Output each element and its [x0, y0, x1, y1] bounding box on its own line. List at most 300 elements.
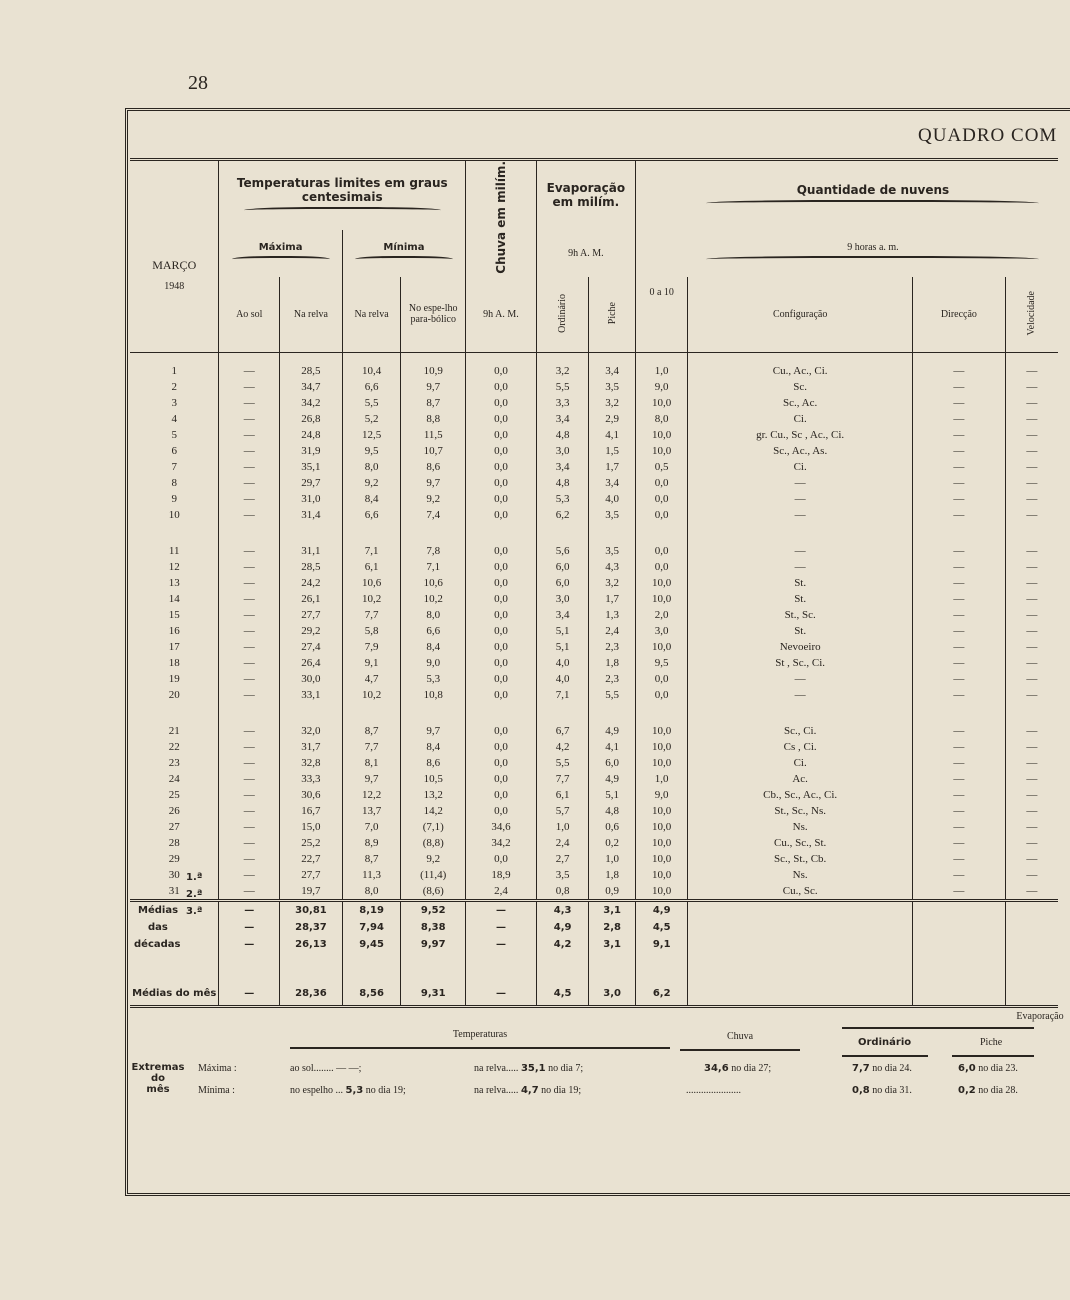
cell-vel: —: [1005, 363, 1058, 379]
chuva-label: Chuva em milím.: [493, 161, 508, 274]
ord-max: [852, 1063, 912, 1074]
cell-chuva: 0,0: [466, 803, 537, 819]
cell-vel: —: [1005, 787, 1058, 803]
cell-min: 8,7: [342, 723, 401, 739]
piche-extremes-heading: Piche: [980, 1037, 1003, 1048]
cell-dir: —: [912, 671, 1005, 687]
cell-min: 8,7: [342, 851, 401, 867]
cell-relva: 27,7: [280, 867, 343, 883]
cell-dir: —: [912, 411, 1005, 427]
cell-sol: —: [219, 687, 280, 703]
cell-esp: 10,6: [401, 575, 466, 591]
decade-cell: 9,1: [635, 936, 688, 953]
cell-cfg: gr. Cu., Sc , Ac., Ci.: [688, 427, 912, 443]
decade-row: [130, 900, 1058, 919]
cell-nuv: 3,0: [635, 623, 688, 639]
cell-esp: 8,0: [401, 607, 466, 623]
cell-cfg: Sc., St., Cb.: [688, 851, 912, 867]
cell-sol: —: [219, 427, 280, 443]
cell-d: 12: [168, 560, 180, 573]
cell-chuva: 0,0: [466, 411, 537, 427]
decade-label-3: [130, 936, 219, 953]
cell-chuva: 0,0: [466, 755, 537, 771]
cell-cfg: Ac.: [688, 771, 912, 787]
cell-sol: —: [219, 755, 280, 771]
table-row: [130, 507, 1058, 523]
cell-relva: 32,0: [280, 723, 343, 739]
decade-cell: 4,5: [635, 919, 688, 936]
cell-esp: 9,7: [401, 475, 466, 491]
cell-chuva: 0,0: [466, 395, 537, 411]
cell-vel: —: [1005, 411, 1058, 427]
cell-piche: 1,5: [589, 443, 636, 459]
cell-chuva: 0,0: [466, 639, 537, 655]
cell-piche: 3,4: [589, 363, 636, 379]
cell-cfg: Nevoeiro: [688, 639, 912, 655]
cell-sol: —: [219, 739, 280, 755]
cell-vel: —: [1005, 771, 1058, 787]
cell-relva: 26,1: [280, 591, 343, 607]
cell-ord: 6,0: [536, 575, 589, 591]
cell-nuv: 0,0: [635, 671, 688, 687]
cell-nuv: 10,0: [635, 851, 688, 867]
table-row: [130, 491, 1058, 507]
cell-d: 3: [171, 396, 177, 409]
cell-esp: 9,0: [401, 655, 466, 671]
cell-relva: 26,4: [280, 655, 343, 671]
cell-cfg: Cs , Ci.: [688, 739, 912, 755]
cell-cfg: Ns.: [688, 867, 912, 883]
cell-sol: —: [219, 443, 280, 459]
piche-min: [958, 1085, 1018, 1096]
cell-nuv: 9,5: [635, 655, 688, 671]
cell-dir: —: [912, 607, 1005, 623]
days-body: [130, 363, 1058, 901]
cell-cfg: Sc., Ac., As.: [688, 443, 912, 459]
decade-cell: 8,19: [342, 900, 401, 919]
cell-piche: 0,2: [589, 835, 636, 851]
cell-esp: 10,9: [401, 363, 466, 379]
velocidade-header: [1005, 277, 1058, 353]
cell-nuv: 0,0: [635, 687, 688, 703]
cell-ord: 4,2: [536, 739, 589, 755]
cell-chuva: 0,0: [466, 507, 537, 523]
cell-dir: —: [912, 363, 1005, 379]
decade-cell: 9,52: [401, 900, 466, 919]
cell-d: 21: [168, 724, 180, 737]
cell-piche: 3,5: [589, 543, 636, 559]
cell-relva: 22,7: [280, 851, 343, 867]
cell-cfg: St., Sc., Ns.: [688, 803, 912, 819]
cell-cfg: Ci.: [688, 411, 912, 427]
cell-min: 9,7: [342, 771, 401, 787]
cell-sol: —: [219, 475, 280, 491]
cell-d: 27: [168, 820, 180, 833]
configuracao-header: Configuração: [688, 277, 912, 353]
cell-dir: —: [912, 835, 1005, 851]
cell-sol: —: [219, 883, 280, 901]
decade-ordinal: 3.ª: [186, 906, 203, 917]
cell-relva: 28,5: [280, 559, 343, 575]
cell-esp: 10,7: [401, 443, 466, 459]
chuva-max-day: no dia 27;: [731, 1063, 772, 1074]
cell-vel: —: [1005, 507, 1058, 523]
cell-vel: —: [1005, 639, 1058, 655]
cell-piche: 4,9: [589, 723, 636, 739]
table-row: [130, 835, 1058, 851]
piche-max-day: no dia 23.: [978, 1063, 1018, 1074]
minima-header: [342, 230, 465, 277]
cell-esp: (11,4): [401, 867, 466, 883]
decade-cell: 4,9: [536, 919, 589, 936]
extremes-label-1: Extremas: [131, 1062, 185, 1073]
cell-nuv: 10,0: [635, 723, 688, 739]
cell-dir: —: [912, 723, 1005, 739]
cell-vel: —: [1005, 607, 1058, 623]
cell-nuv: 0,0: [635, 559, 688, 575]
cell-sol: —: [219, 771, 280, 787]
cell-cfg: Sc., Ac.: [688, 395, 912, 411]
cell-nuv: 8,0: [635, 411, 688, 427]
summary-body: [130, 900, 1058, 1007]
cell-nuv: 9,0: [635, 379, 688, 395]
cell-dir: —: [912, 623, 1005, 639]
cell-dir: —: [912, 543, 1005, 559]
cell-relva: 25,2: [280, 835, 343, 851]
cell-chuva: 18,9: [466, 867, 537, 883]
clouds-group-header: [688, 160, 1058, 230]
cell-esp: 11,5: [401, 427, 466, 443]
table-title: QUADRO COM: [918, 125, 1058, 146]
cell-piche: 3,2: [589, 395, 636, 411]
month-header: [130, 160, 219, 277]
cell-piche: 6,0: [589, 755, 636, 771]
cell-vel: —: [1005, 459, 1058, 475]
cell-vel: —: [1005, 851, 1058, 867]
cell-ord: 2,4: [536, 835, 589, 851]
cell-nuv: 10,0: [635, 755, 688, 771]
cell-chuva: 0,0: [466, 459, 537, 475]
decade-cell: 9,97: [401, 936, 466, 953]
cell-piche: 1,8: [589, 655, 636, 671]
cell-chuva: 0,0: [466, 363, 537, 379]
cell-min: 10,6: [342, 575, 401, 591]
cell-min: 10,2: [342, 687, 401, 703]
cell-esp: 6,6: [401, 623, 466, 639]
cell-min: 7,1: [342, 543, 401, 559]
cell-relva: 33,3: [280, 771, 343, 787]
cell-vel: —: [1005, 427, 1058, 443]
table-row: [130, 591, 1058, 607]
cell-esp: 9,2: [401, 491, 466, 507]
cell-chuva: 0,0: [466, 543, 537, 559]
cell-d: 30: [168, 868, 180, 881]
cell-sol: —: [219, 671, 280, 687]
cell-nuv: 10,0: [635, 575, 688, 591]
cell-esp: 9,2: [401, 851, 466, 867]
cell-cfg: Sc., Ci.: [688, 723, 912, 739]
cell-min: 7,9: [342, 639, 401, 655]
chuva-max: [704, 1063, 771, 1074]
cell-vel: —: [1005, 575, 1058, 591]
cell-vel: —: [1005, 379, 1058, 395]
extremes-label: [130, 1062, 186, 1095]
cell-d: 29: [168, 852, 180, 865]
cell-piche: 4,1: [589, 739, 636, 755]
cell-chuva: 2,4: [466, 883, 537, 901]
table-row: [130, 395, 1058, 411]
cell-ord: 3,3: [536, 395, 589, 411]
piche-min-value: 0,2: [958, 1085, 976, 1096]
cell-vel: —: [1005, 755, 1058, 771]
piche-max-value: 6,0: [958, 1063, 976, 1074]
min-espelho: [290, 1085, 406, 1096]
table-row: [130, 687, 1058, 703]
max-relva-day: no dia 7;: [548, 1063, 584, 1074]
table-row: [130, 755, 1058, 771]
cell-cfg: —: [688, 507, 912, 523]
cell-d: 10: [168, 508, 180, 521]
cell-vel: —: [1005, 475, 1058, 491]
cell-ord: 4,8: [536, 427, 589, 443]
decade-cell: 4,2: [536, 936, 589, 953]
chuva-min: ......................: [686, 1085, 741, 1096]
cell-relva: 33,1: [280, 687, 343, 703]
cell-min: 6,1: [342, 559, 401, 575]
cell-d: 9: [171, 492, 177, 505]
min-relva-day: no dia 19;: [541, 1085, 582, 1096]
cell-dir: —: [912, 491, 1005, 507]
month-mean-cell: 9,31: [401, 983, 466, 1007]
cell-vel: —: [1005, 543, 1058, 559]
cell-ord: 7,1: [536, 687, 589, 703]
cell-cfg: St , Sc., Ci.: [688, 655, 912, 671]
cell-vel: —: [1005, 835, 1058, 851]
cell-chuva: 0,0: [466, 787, 537, 803]
decade-label-2: das: [148, 921, 168, 933]
cell-chuva: 0,0: [466, 723, 537, 739]
cell-d: 4: [171, 412, 177, 425]
cell-ord: 6,0: [536, 559, 589, 575]
cell-d: 16: [168, 624, 180, 637]
cell-min: 11,3: [342, 867, 401, 883]
year-header: 1948: [130, 277, 219, 353]
cell-dir: —: [912, 379, 1005, 395]
cell-cfg: Ci.: [688, 459, 912, 475]
cell-ord: 3,2: [536, 363, 589, 379]
decade-cell: 28,37: [280, 919, 343, 936]
cell-esp: 9,7: [401, 379, 466, 395]
cell-dir: —: [912, 867, 1005, 883]
cell-vel: —: [1005, 803, 1058, 819]
cell-dir: —: [912, 851, 1005, 867]
cell-piche: 4,0: [589, 491, 636, 507]
cell-nuv: 10,0: [635, 639, 688, 655]
table-row: [130, 671, 1058, 687]
decade-cell: —: [219, 919, 280, 936]
cell-d: 22: [168, 740, 180, 753]
chuva-header: [466, 160, 537, 277]
cell-nuv: 0,5: [635, 459, 688, 475]
cell-d: 14: [168, 592, 180, 605]
cell-ord: 3,4: [536, 411, 589, 427]
cell-piche: 1,3: [589, 607, 636, 623]
chuva-max-value: 34,6: [704, 1063, 729, 1074]
cell-chuva: 34,6: [466, 819, 537, 835]
decade-cell: —: [466, 900, 537, 919]
cell-d: 17: [168, 640, 180, 653]
cell-d: 26: [168, 804, 180, 817]
cell-esp: 8,6: [401, 459, 466, 475]
cell-cfg: St.: [688, 623, 912, 639]
cell-d: 2: [171, 380, 177, 393]
cell-dir: —: [912, 771, 1005, 787]
evap-extremes-heading: Evaporação: [1016, 1011, 1064, 1022]
cell-min: 12,5: [342, 427, 401, 443]
table-row: [130, 867, 1058, 883]
cell-piche: 1,7: [589, 459, 636, 475]
min-relva-text: na relva.....: [474, 1085, 519, 1096]
table-row: [130, 363, 1058, 379]
cell-cfg: Cu., Sc.: [688, 883, 912, 901]
decade-cell: 9,45: [342, 936, 401, 953]
table-row: [130, 427, 1058, 443]
cell-dir: —: [912, 443, 1005, 459]
cell-relva: 31,7: [280, 739, 343, 755]
cell-min: 6,6: [342, 507, 401, 523]
cell-piche: 4,8: [589, 803, 636, 819]
cell-cfg: —: [688, 491, 912, 507]
month-mean-row: [130, 983, 1058, 1007]
cell-d: 15: [168, 608, 180, 621]
extremes-label-2: do: [150, 1073, 166, 1084]
cell-sol: —: [219, 607, 280, 623]
cell-min: 8,9: [342, 835, 401, 851]
cell-dir: —: [912, 687, 1005, 703]
cell-sol: —: [219, 867, 280, 883]
direccao-header: Direcção: [912, 277, 1005, 353]
month-mean-cell: —: [466, 983, 537, 1007]
cell-vel: —: [1005, 591, 1058, 607]
cell-min: 10,2: [342, 591, 401, 607]
cell-dir: —: [912, 739, 1005, 755]
cell-chuva: 0,0: [466, 851, 537, 867]
piche-min-day: no dia 28.: [978, 1085, 1018, 1096]
decade-row: [130, 936, 1058, 953]
cell-min: 9,1: [342, 655, 401, 671]
table-row: [130, 543, 1058, 559]
table-row: [130, 655, 1058, 671]
cell-cfg: Ci.: [688, 755, 912, 771]
cell-nuv: 10,0: [635, 443, 688, 459]
cell-nuv: 10,0: [635, 819, 688, 835]
cell-nuv: 2,0: [635, 607, 688, 623]
clouds-scale-header: 0 a 10: [635, 277, 688, 353]
cell-esp: 13,2: [401, 787, 466, 803]
cell-chuva: 0,0: [466, 559, 537, 575]
no-espelho-header: No espe-lho para-bólico: [401, 277, 466, 353]
evap-hour-header: 9h A. M.: [536, 230, 635, 277]
cell-piche: 4,9: [589, 771, 636, 787]
table-row: [130, 607, 1058, 623]
ao-sol-header: Ao sol: [219, 277, 280, 353]
cell-vel: —: [1005, 655, 1058, 671]
cell-chuva: 0,0: [466, 427, 537, 443]
cell-relva: 28,5: [280, 363, 343, 379]
cell-ord: 5,1: [536, 639, 589, 655]
cell-sol: —: [219, 491, 280, 507]
cell-esp: 10,5: [401, 771, 466, 787]
min-relva-value: 4,7: [520, 1085, 539, 1096]
cell-chuva: 0,0: [466, 687, 537, 703]
decade-label-3-text: décadas: [134, 938, 181, 950]
climate-table: [130, 158, 1058, 1008]
cell-piche: 4,1: [589, 427, 636, 443]
cell-cfg: —: [688, 687, 912, 703]
cell-sol: —: [219, 787, 280, 803]
cell-vel: —: [1005, 723, 1058, 739]
month-mean-label: Médias do mês: [130, 983, 219, 1007]
cell-sol: —: [219, 835, 280, 851]
max-sol: ao sol........ — —;: [290, 1063, 362, 1074]
piche-max: [958, 1063, 1018, 1074]
table-row: [130, 739, 1058, 755]
cell-dir: —: [912, 883, 1005, 901]
cell-min: 5,8: [342, 623, 401, 639]
decade-cell: 3,1: [589, 900, 636, 919]
cell-piche: 2,3: [589, 671, 636, 687]
cell-d: 7: [171, 460, 177, 473]
cell-cfg: —: [688, 543, 912, 559]
ord-min: [852, 1085, 912, 1096]
cell-relva: 35,1: [280, 459, 343, 475]
cell-min: 7,7: [342, 607, 401, 623]
cell-chuva: 0,0: [466, 591, 537, 607]
cell-vel: —: [1005, 819, 1058, 835]
table-row: [130, 787, 1058, 803]
cell-nuv: 1,0: [635, 771, 688, 787]
cell-min: 13,7: [342, 803, 401, 819]
cell-chuva: 0,0: [466, 671, 537, 687]
decade-cell: 2,8: [589, 919, 636, 936]
cell-relva: 26,8: [280, 411, 343, 427]
decade-cell: 30,81: [280, 900, 343, 919]
cell-ord: 5,5: [536, 755, 589, 771]
cell-piche: 2,3: [589, 639, 636, 655]
cell-sol: —: [219, 379, 280, 395]
cell-cfg: Cu., Sc., St.: [688, 835, 912, 851]
cell-esp: (7,1): [401, 819, 466, 835]
cell-ord: 6,2: [536, 507, 589, 523]
maxima-header: [219, 230, 342, 277]
cell-dir: —: [912, 559, 1005, 575]
cell-cfg: Cb., Sc., Ac., Ci.: [688, 787, 912, 803]
ordinario-header: [536, 277, 589, 353]
cell-d: 18: [168, 656, 180, 669]
cell-sol: —: [219, 363, 280, 379]
cell-cfg: —: [688, 671, 912, 687]
cell-ord: 5,6: [536, 543, 589, 559]
min-esp-day: no dia 19;: [365, 1085, 406, 1096]
cell-ord: 4,8: [536, 475, 589, 491]
clouds-group-label: Quantidade de nuvens: [796, 182, 950, 197]
cell-d: 23: [168, 756, 180, 769]
cell-piche: 4,3: [589, 559, 636, 575]
chuva-extremes-heading: Chuva: [726, 1031, 754, 1042]
cell-piche: 3,5: [589, 507, 636, 523]
cell-vel: —: [1005, 395, 1058, 411]
cell-relva: 29,7: [280, 475, 343, 491]
